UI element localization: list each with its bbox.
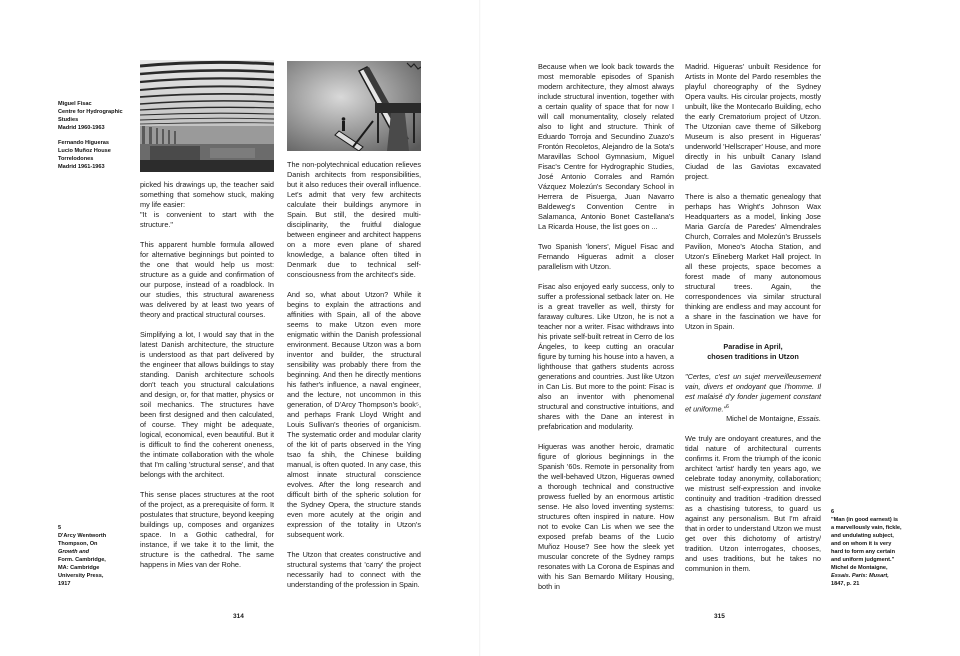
page-number-left: 314 bbox=[233, 613, 244, 620]
footnote-line: Form. Cambridge, bbox=[58, 557, 106, 563]
footnote-line: University Press, bbox=[58, 573, 104, 579]
right-page bbox=[480, 0, 960, 656]
footnote-5 bbox=[58, 524, 138, 588]
epigraph-work: Essais. bbox=[797, 414, 821, 424]
section-heading bbox=[685, 342, 821, 362]
footnote-number: 6 bbox=[831, 509, 835, 515]
footnote-line: Thompson, On bbox=[58, 541, 98, 547]
footnote-line: hard to form any certain bbox=[831, 549, 896, 555]
photo-lucio-munoz-house bbox=[287, 61, 421, 151]
footnote-line: D'Arcy Wentworth bbox=[58, 533, 107, 539]
paragraph: Fisac also enjoyed early success, only to suffer a professional setback later on. He is a great traveller as well, thirsty for faraway cultures. Like Utzon, he is not a teacher nor a writer. Fisac withdraws into his private self-built retreat in Cerro de los Ángeles, to keep cutting an oracular figure by turning his house into a haven, a lighthouse that gathers students across generations and countries. Just like Utzon in Can Lis. But more to the point: Fisac is also an inventor with phenomenal structural and constructive intuitions, and shares with the Dane an interest in prefabrication and modularity. bbox=[538, 282, 674, 431]
paragraph: The non-polytechnical education relieves Danish architects from responsibilities, but it also reduces their overall influence. Let's admit that very few architects calculate their buildings anymore in Spain. But still, the desired multi-disciplinarity, the fruitful dialogue between engineer and architect happens on a more even plane of shared knowledge, a balance often tilted in Denmark due to technical self-consciousness from the architect's side. bbox=[287, 160, 421, 279]
paragraph: Simplifying a lot, I would say that in the latest Danish architecture, the structure is understood as that part delivered by the engineer that allows buildings to stay standing. Danish architecture schools don't teach you structural calculations and design, or, for that matter, physics or soil mechanics. The structures have been first designed and then calculated, of course. They might be adequate, logical, economical, even beautiful. But it is difficult to find the coherent oneness, the intimate collaboration with the whole that I'm calling 'structural sense', and that belongs with the architect. bbox=[140, 330, 274, 479]
paragraph: And so, what about Utzon? While it begins to explain the attractions and affinities with Spain, all of the above seems to make Utzon even more enigmatic within the Danish professional environment. Because Utzon was a born inventor and builder, the structural sensibility was probably there from the beginning. And then he directly mentions his father's influence, a naval engineer, and the lecture, not uncommon in this generation, of D'Arcy Thompson's book⁵, and perhaps Frank Lloyd Wright and Louis Sullivan's theories of organicism. The systematic order and modular clarity of the kit of parts observed in the Ying tsao fa shih, the Chinese building manual, is often quoted. In any case, this almost innate structural conscience evolves. After the long research and difficult birth of the spheric solution for the Sydney Opera, the structure stands even more acutely at the origin and expression of the totality in Utzon's subsequent work. bbox=[287, 290, 421, 539]
paragraph: Two Spanish 'loners', Miguel Fisac and Fernando Higueras admit a closer parallelism with Utzon. bbox=[538, 242, 674, 271]
paragraph: This apparent humble formula allowed for alternative beginnings but pointed to the one that would help us most: structure as a guide and confirmation of our purpose, instead of a roadblock. In our studies, this structural awareness was delivered by at least two years of theory and practical structural courses. bbox=[140, 240, 274, 319]
caption-line: Miguel Fisac bbox=[58, 101, 92, 107]
paragraph: There is also a thematic genealogy that perhaps has Wright's Johnson Wax Headquarters as a model, linking Jose Maria García de Paredes' Almendrales Church, Corrales and Molezún's Brussels Pavilion, Moneo's Atocha Station, and Utzon's Elineberg Market Hall project. In all these projects, space becomes a forest made of many autonomous structural trees. Again, the correspondences via similar structural thinking are endless and may account for a share in the fascination we have for Utzon in Spain. bbox=[685, 192, 821, 331]
caption-fisac bbox=[58, 100, 138, 132]
footnote-line: MA: Cambridge bbox=[58, 565, 100, 571]
footnote-line: and on whom it is very bbox=[831, 541, 892, 547]
caption-line: Studies bbox=[58, 117, 79, 123]
footnote-line: 1917 bbox=[58, 581, 71, 587]
caption-higueras bbox=[58, 139, 138, 171]
paragraph: This sense places structures at the root of the project, as a prerequisite of form. It postulates that structure, beyond keeping buildings up, composes and organizes space. In a Gothic cathedral, for instance, if we take it to the limit, the structure is the cathedral. The same happens in Mies van der Rohe. bbox=[140, 490, 274, 569]
footnote-line: "Man (in good earnest) is bbox=[831, 517, 898, 523]
paragraph: Madrid. Higueras' unbuilt Residence for Artists in Monte del Pardo resembles the playful choreography of the Sydney Opera vaults. His circular projects, mostly unbuilt, like the Montecarlo Building, echo the early Crematorium project of Utzon. The Utzonian cave theme of Silkeborg Museum is also present in Higueras' underworld 'Hellscraper' House, and more directly in his unbuilt Canary Island Ciudad de las Gaviotas excavated project. bbox=[685, 62, 821, 181]
image-captions bbox=[58, 100, 138, 178]
footnote-line: Growth and bbox=[58, 549, 90, 555]
paragraph: We truly are ondoyant creatures, and the tidal nature of architectural currents confirms it. From the triumph of the iconic architect 'artist' hardly ten years ago, we celebrate today anonymity, collaboration; we mistrust self-expression and invoke continuity and tradition -tradition dressed as a chastising tutoress, to guard us against any personalism. But I'm afraid that in order to understand Utzon we must get over this dichotomy of artistry/ tradition. Utzon interrogates, chooses, and uses traditions, but he takes no communion in them. bbox=[685, 434, 821, 574]
paragraph: Higueras was another heroic, dramatic figure of glorious beginnings in the Spanish '60s. Remote in personality from the well-behaved Utzon, Higueras owned a thorough technical and constructive prowess fuelled by an enormous artistic sense. He also loved inventing systems: structures often inspired in nature. How not to evoke Can Lis when we see the exposed prefab beams of the Lucio Muñoz House? See how the sleek yet muscular concrete of the Sydney ramps resonates with La Corona de Espinas and with his San Bernardo Military Housing, both in bbox=[538, 442, 674, 591]
caption-line: Fernando Higueras bbox=[58, 140, 109, 146]
right-column-2 bbox=[685, 62, 821, 584]
caption-line: Centre for Hydrographic bbox=[58, 109, 123, 115]
footnote-line: 1847, p. 21 bbox=[831, 581, 860, 587]
paragraph: Because when we look back towards the most memorable episodes of Spanish modern architecture, they almost always include structural invention, together with a certain quality of space that for now I will call monumentality, closely related also to light and structure. Think of Eduardo Torroja and Secundino Zuazo's Frontón Recoletos, Alejandro de la Sota's Maravillas School Gymnasium, Miguel Fisac's Centre for Hydrographic Studies, José Antonio Corrales and Ramón Vázquez Molezún's Secondary School in Herrera de Pisuerga, Juan Navarro Baldeweg's Convention Centre in Salamanca, Antonio Bonet Castellana's La Ricarda House, the list goes on ... bbox=[538, 62, 674, 231]
caption-line: Lucio Muñoz House bbox=[58, 148, 111, 154]
left-column-2 bbox=[287, 160, 421, 600]
footnote-line: and undulating subject, bbox=[831, 533, 894, 539]
left-column-1 bbox=[140, 180, 274, 580]
heading-line: Paradise in April, bbox=[723, 342, 783, 351]
epigraph-quote: "Certes, c'est un sujet merveilleusement vain, divers et ondoyant que l'homme. Il est malaisé d'y fonder jugement constant et uniforme." bbox=[685, 372, 821, 414]
photo-ribbed-ceiling-image bbox=[140, 60, 274, 172]
caption-line: Madrid 1961-1963 bbox=[58, 164, 105, 170]
right-column-1 bbox=[538, 62, 674, 602]
footnote-line: and uniform judgment." bbox=[831, 557, 895, 563]
epigraph bbox=[685, 372, 821, 414]
caption-line: Torrelodones bbox=[58, 156, 94, 162]
photo-hydrographic-centre bbox=[140, 60, 274, 172]
photo-beams-image bbox=[287, 61, 421, 151]
quote-paragraph: "It is convenient to start with the structure." bbox=[140, 210, 274, 229]
epigraph-author: Michel de Montaigne, bbox=[726, 414, 798, 424]
paragraph: picked his drawings up, the teacher said something that somehow stuck, making my life easier: bbox=[140, 180, 274, 209]
footnote-line: Michel de Montaigne, bbox=[831, 565, 888, 571]
heading-line: chosen traditions in Utzon bbox=[707, 352, 799, 361]
page-number-right: 315 bbox=[714, 613, 725, 620]
footnote-6 bbox=[831, 508, 911, 588]
footnote-line: Essais. Paris: Musart, bbox=[831, 573, 889, 579]
footnote-line: a marvellously vain, fickle, bbox=[831, 525, 902, 531]
caption-line: Madrid 1960-1963 bbox=[58, 125, 105, 131]
paragraph: The Utzon that creates constructive and structural systems that 'carry' the project necessarily had to connect with the understanding of the profession in Spain. bbox=[287, 550, 421, 589]
epigraph-attribution bbox=[685, 414, 821, 424]
footnote-ref: 6 bbox=[726, 404, 729, 410]
footnote-number: 5 bbox=[58, 525, 62, 531]
